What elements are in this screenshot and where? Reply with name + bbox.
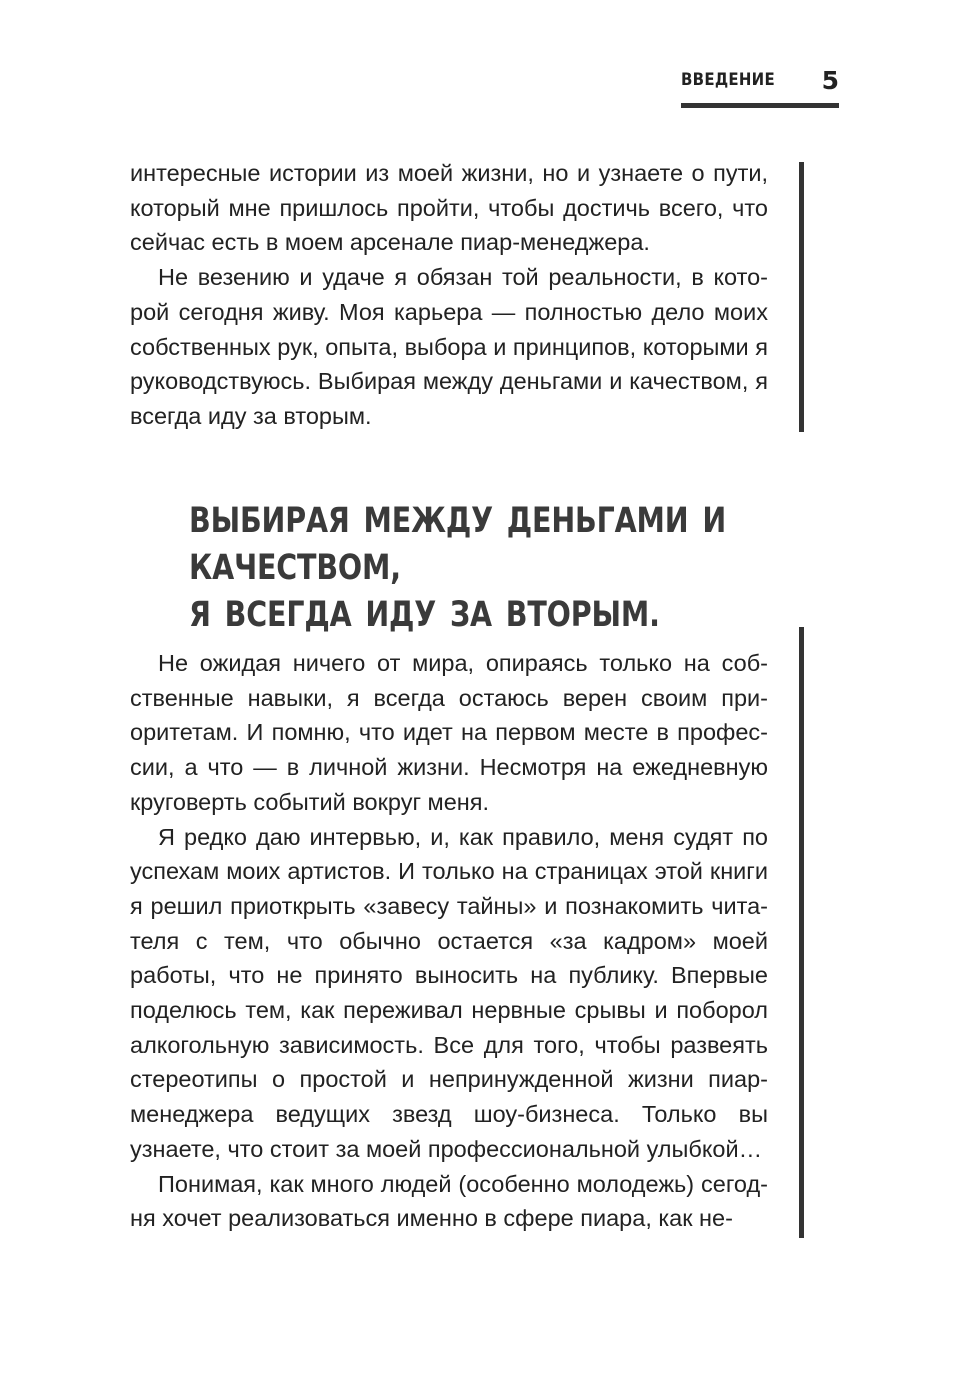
paragraph: интересные истории из моей жизни, но и узнаете о пути, который мне пришлось пройти, чтобы достичь всего, что сейчас есть в моем арсенале пиар-менеджера. [130,160,768,256]
text-block-top [130,156,768,434]
paragraph: Понимая, как много людей (особенно молодежь) сегодня хочет реализоваться именно в сфере пиара, как не- [130,1170,768,1232]
chapter-title: ВВЕДЕНИЕ [681,70,775,90]
pull-quote-line: Я ВСЕГДА ИДУ ЗА ВТОРЫМ. [189,595,660,635]
text-block-bottom [130,646,768,1236]
margin-bar-bottom [799,627,804,1238]
paragraph: Не ожидая ничего от мира, опираясь только на собственные навыки, я всегда остаюсь верен своим приоритетам. И помню, что идет на первом месте в профессии, а что — в личной жизни. Несмотря на ежедневную круговерть событий вокруг меня. [130,650,768,815]
page-number: 5 [821,66,839,95]
paragraph: Не везению и удаче я обязан той реальности, в которой сегодня живу. Моя карьера — полностью дело моих собственных рук, опыта, выбора и принципов, которыми я руководствуюсь. Выбирая между деньгами и качеством, я всегда иду за вторым. [130,264,768,429]
running-header [681,60,839,108]
pull-quote-line: ВЫБИРАЯ МЕЖДУ ДЕНЬГАМИ И КАЧЕСТВОМ, [189,501,727,588]
pull-quote [189,498,760,639]
paragraph: Я редко даю интервью, и, как правило, меня судят по успехам моих артистов. И только на страницах этой книги я решил приоткрыть «завесу тайны» и познакомить читателя с тем, что обычно остается «за кадром» моей работы, что не принято выносить на публику. Впервые поделюсь тем, как переживал нервные срывы и поборол алкогольную зависимость. Все для того, чтобы развеять стереотипы о простой и непринужденной жизни пиар-менеджера ведущих звезд шоу-бизнеса. Только вы узнаете, что стоит за моей профессиональной улыбкой… [130,823,768,1162]
margin-bar-top [799,162,804,432]
header-rule [681,103,839,108]
